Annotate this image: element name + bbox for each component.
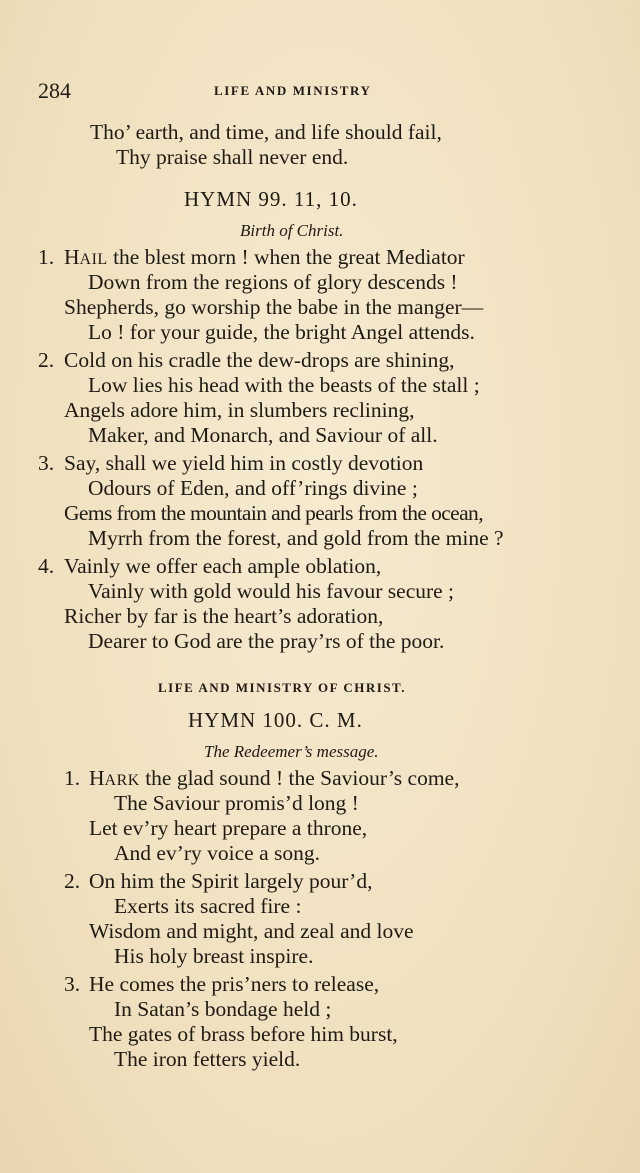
hymn-100-subtitle: The Redeemer’s message.	[204, 742, 379, 761]
hymn-100-title: HYMN 100. C. M.	[188, 708, 363, 732]
hymn-99-verse-2-line-1: Cold on his cradle the dew-drops are shining,	[64, 348, 455, 372]
hymn-100-verse-1-line-2: The Saviour promis’d long !	[114, 791, 359, 815]
hymn-100-verse-3-line-4: The iron fetters yield.	[114, 1047, 301, 1071]
hymn-99-verse-3-line-4: Myrrh from the forest, and gold from the mine ?	[88, 526, 504, 550]
page-number: 284	[38, 78, 71, 103]
hymn-99-verse-2-line-4: Maker, and Monarch, and Saviour of all.	[88, 423, 438, 447]
line-rest: the glad sound ! the Saviour’s come,	[139, 766, 460, 790]
hymn-100-verse-3-line-2: In Satan’s bondage held ;	[114, 997, 332, 1021]
hymn-99-verse-2-line-2: Low lies his head with the beasts of the stall ;	[88, 373, 480, 397]
hymn-100-verse-2-number: 2.	[64, 869, 81, 893]
hymn-100-verse-1-line-4: And ev’ry voice a song.	[114, 841, 320, 865]
hymn-100-verse-2-line-2: Exerts its sacred fire :	[114, 894, 302, 918]
drop-word-small-caps: ARK	[104, 772, 140, 789]
running-head	[38, 78, 598, 104]
continuation-line-1: Tho’ earth, and time, and life should fail,	[90, 120, 442, 144]
hymn-99-verse-4-line-4: Dearer to God are the pray’rs of the poor.	[88, 629, 445, 653]
hymn-99-verse-3-number: 3.	[38, 451, 55, 475]
running-title: LIFE AND MINISTRY	[214, 83, 372, 98]
drop-word-cap: H	[64, 245, 80, 269]
hymn-99-verse-1-number: 1.	[38, 245, 55, 269]
hymn-99-verse-3-line-1: Say, shall we yield him in costly devotion	[64, 451, 424, 475]
hymn-99-verse-1-line-1	[64, 247, 465, 269]
drop-word-cap: H	[89, 766, 105, 790]
hymn-99-verse-2-line-3: Angels adore him, in slumbers reclining,	[64, 398, 415, 422]
hymn-100-verse-3-line-1: He comes the pris’ners to release,	[89, 972, 380, 996]
section-heading: LIFE AND MINISTRY OF CHRIST.	[158, 680, 407, 695]
hymn-99-verse-1-line-3: Shepherds, go worship the babe in the manger—	[64, 295, 484, 319]
hymn-100-verse-1-number: 1.	[64, 766, 81, 790]
hymn-99-verse-3-line-2: Odours of Eden, and off’rings divine ;	[88, 476, 418, 500]
continuation-line-2: Thy praise shall never end.	[116, 145, 349, 169]
hymn-100-verse-1-line-3: Let ev’ry heart prepare a throne,	[89, 816, 368, 840]
hymn-100-verse-1-line-1	[89, 768, 459, 790]
hymn-99-verse-4-line-2: Vainly with gold would his favour secure ;	[88, 579, 455, 603]
hymn-100-verse-3-number: 3.	[64, 972, 81, 996]
hymn-99-subtitle: Birth of Christ.	[240, 221, 344, 240]
hymn-99-verse-4-line-3: Richer by far is the heart’s adoration,	[64, 604, 384, 628]
drop-word-small-caps: AIL	[79, 251, 108, 268]
hymn-100-verse-3-line-3: The gates of brass before him burst,	[89, 1022, 398, 1046]
hymn-100-verse-2-line-4: His holy breast inspire.	[114, 944, 314, 968]
hymn-100-verse-2-line-1: On him the Spirit largely pour’d,	[89, 869, 373, 893]
hymn-99-verse-4-number: 4.	[38, 554, 55, 578]
hymn-99-verse-4-line-1: Vainly we offer each ample oblation,	[64, 554, 382, 578]
hymn-99-title: HYMN 99. 11, 10.	[184, 187, 358, 211]
hymn-100-verse-2-line-3: Wisdom and might, and zeal and love	[89, 919, 414, 943]
hymn-99-verse-3-line-3: Gems from the mountain and pearls from the ocean,	[64, 501, 483, 525]
hymn-99-verse-1-line-2: Down from the regions of glory descends !	[88, 270, 458, 294]
hymn-99-verse-1-line-4: Lo ! for your guide, the bright Angel attends.	[88, 320, 475, 344]
hymn-99-verse-2-number: 2.	[38, 348, 55, 372]
line-rest: the blest morn ! when the great Mediator	[107, 245, 465, 269]
